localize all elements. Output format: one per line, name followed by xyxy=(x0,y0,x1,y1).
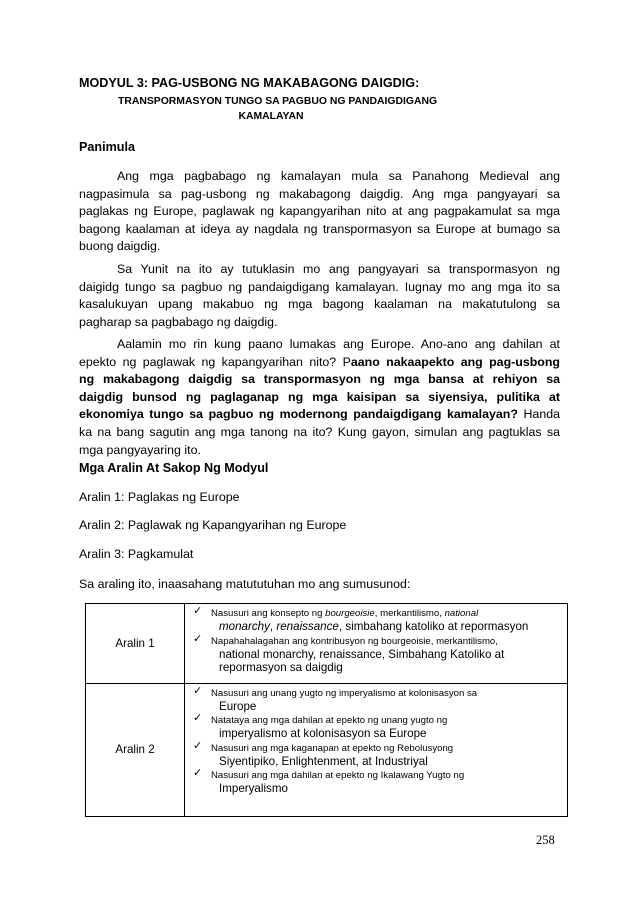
checkmark-bullet-icon: ✓ xyxy=(193,684,203,697)
checkmark-bullet-icon: ✓ xyxy=(193,712,203,724)
table-row xyxy=(86,604,568,684)
list-item: ✓ Nasusuri ang konsepto ng bourgeoisie, merkantilismo, national monarchy, renaissance, simbahang katoliko at repormasyon xyxy=(193,605,529,633)
module-subtitle-line2: KAMALAYAN xyxy=(238,111,304,122)
list-item: ✓ Natataya ang mga dahilan at epekto ng unang yugto ng imperyalismo at kolonisasyon sa Europe xyxy=(193,712,448,740)
list-item: ✓ Nasusuri ang mga kaganapan at epekto ng Rebolusyong Siyentipiko, Enlightenment, at Industriyal xyxy=(193,739,454,768)
objectives-intro: Sa araling ito, inaasahang matututuhan mo ang sumusunod: xyxy=(79,577,411,591)
module-subtitle-line1: TRANSPORMASYON TUNGO SA PAGBUO NG PANDAIGDIGANG xyxy=(118,96,438,107)
aralin-1-line: Aralin 1: Paglakas ng Europe xyxy=(79,490,240,504)
row-objectives xyxy=(185,683,568,816)
table-row xyxy=(86,683,568,816)
objectives-table xyxy=(85,603,568,817)
paragraph-2: Sa Yunit na ito ay tutuklasin mo ang pangyayari sa transpormasyon ng daigidg tungo sa pagbuo ng pandaigdigang kamalayan. Iugnay mo ang mga ito sa kasalukuyan upang makabuo ng mga bagong kaalaman na makatutulong sa pagharap sa pagbabago ng daigdig. xyxy=(79,262,560,329)
panimula-heading: Panimula xyxy=(79,140,135,154)
module-title: MODYUL 3: PAG-USBONG NG MAKABAGONG DAIGDIG: xyxy=(79,76,420,90)
aralin-3-line: Aralin 3: Pagkamulat xyxy=(79,547,194,561)
row-objectives xyxy=(185,604,568,684)
checkmark-bullet-icon: ✓ xyxy=(193,767,203,779)
list-item: ✓ Nasusuri ang mga dahilan at epekto ng Ikalawang Yugto ng Imperyalismo xyxy=(193,767,465,795)
page-number: 258 xyxy=(536,833,555,847)
aralin-2-line: Aralin 2: Paglawak ng Kapangyarihan ng Europe xyxy=(79,518,347,532)
row-label: Aralin 2 xyxy=(86,683,185,816)
checkmark-bullet-icon: ✓ xyxy=(193,739,203,752)
paragraph-1: Ang mga pagbabago ng kamalayan mula sa Panahong Medieval ang nagpasimula sa pag-usbong ng makabagong daigdig. Ang mga pangyayari sa paglakas ng Europe, paglawak ng kapangyarihan nito at ang pagpakamulat sa mga bagong kaalaman at ideya ay nagdala ng transpormasyon sa Europe at bumago sa buong daigdig. xyxy=(79,169,560,254)
paragraph-3: Aalamin mo rin kung paano lumakas ang Europe. Ano-ano ang dahilan at epekto ng paglawak ng kapangyarihan nito? Paano nakaapekto ang pag-usbong ng makabagong daigdig sa transpormasyon ng mga bansa at rehiyon sa daigdig bunsod ng paglaganap ng mga kaisipan sa siyensiya, pulitika at ekonomiya tungo sa pagbuo ng modernong pandaigdigang kamalayan? Handa ka na bang sagutin ang mga tanong na ito? Kung gayon, simulan ang pagtuklas sa mga pangyayaring ito. xyxy=(79,337,561,457)
checkmark-bullet-icon: ✓ xyxy=(193,632,203,645)
aralin-heading: Mga Aralin At Sakop Ng Modyul xyxy=(79,461,269,475)
row-label: Aralin 1 xyxy=(86,604,185,684)
list-item: ✓ Nasusuri ang unang yugto ng imperyalismo at kolonisasyon sa Europe xyxy=(193,684,478,713)
checkmark-bullet-icon: ✓ xyxy=(193,605,203,617)
list-item: ✓ Napahahalagahan ang kontribusyon ng bourgeoisie, merkantilismo, national monarchy, renaissance, Simbahang Katoliko at repormasyon sa daigdig xyxy=(193,632,505,674)
